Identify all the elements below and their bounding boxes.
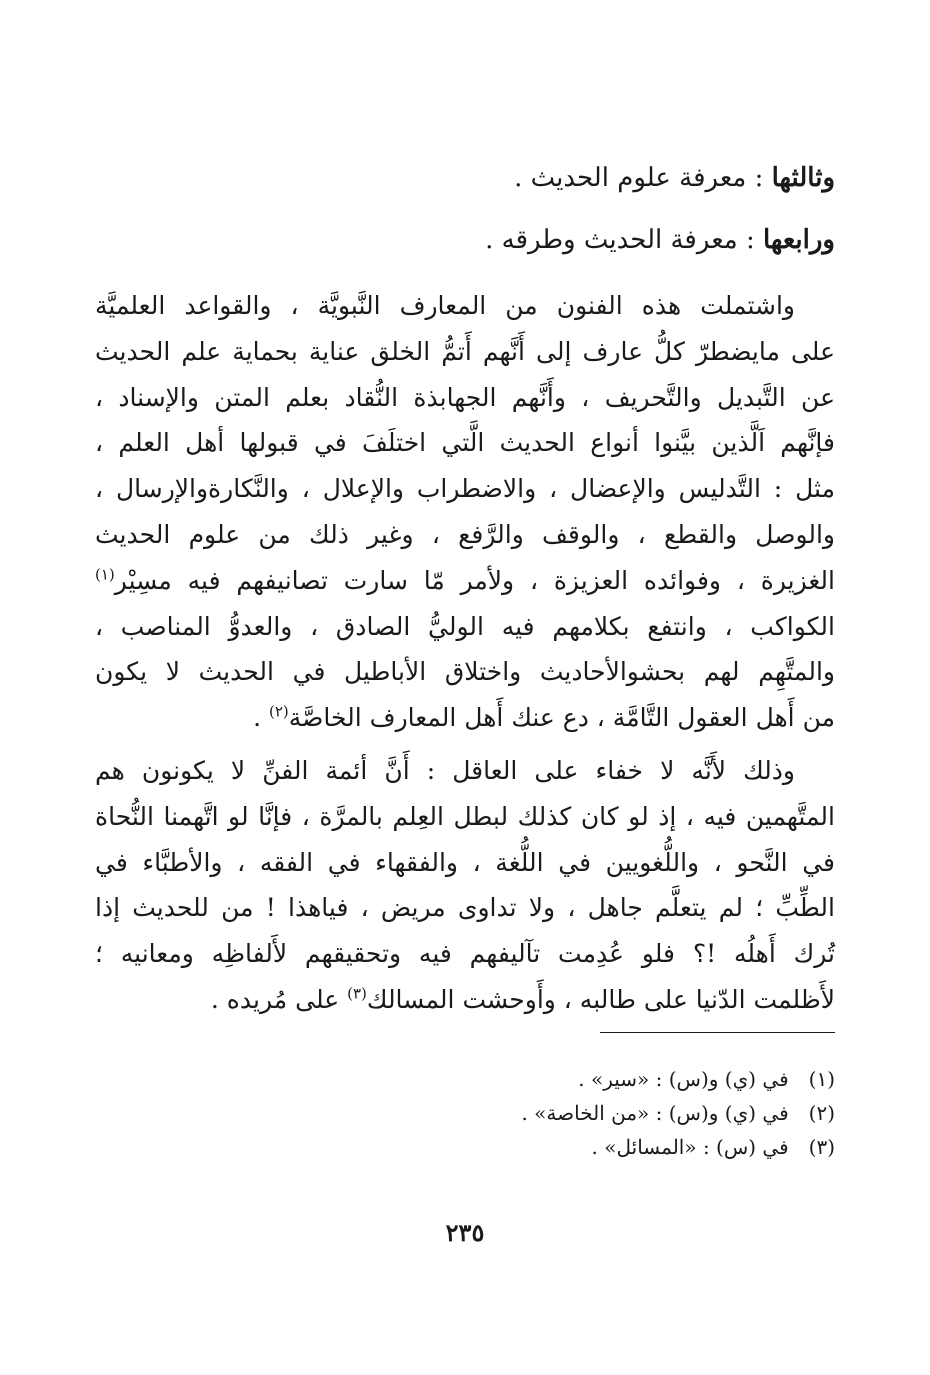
footnote-number: (١) (808, 1067, 835, 1091)
footnotes (95, 1062, 835, 1164)
footnote-number: (٢) (808, 1101, 835, 1125)
footnote-ref-2[interactable]: (٢) (269, 702, 289, 721)
paragraph-1-line: مثل : التَّدليس والإعضال ، والاضطراب والإعلال ، والنَّكارةوالإرسال ، (95, 474, 835, 504)
paragraph-1-line: والمتَّهِم لهم بحشوالأحاديث واختلاق الأباطيل في الحديث لا يكون (95, 657, 835, 687)
paragraph-1-line (95, 558, 835, 604)
footnote-ref-1[interactable]: (١) (95, 565, 115, 584)
paragraph-1-line: فإنَّهم اَلَّذين بيَّنوا أنواع الحديث الَّتي اختلَفَ في قبولها أهل العلم ، (95, 428, 835, 458)
paragraph-2-line-text: لأَظلمت الدّنيا على طالبه ، وأَوحشت المسالك (366, 984, 835, 1014)
heading-third (95, 158, 835, 198)
footnote-number: (٣) (808, 1135, 835, 1159)
paragraph-1-line (95, 695, 835, 741)
footnote-item (95, 1062, 835, 1096)
paragraph-1-line-end: . (253, 703, 269, 733)
paragraph-2-line: في النَّحو ، واللُّغويين في اللُّغة ، والفقهاء في الفقه ، والأطبَّاء في (95, 847, 835, 877)
heading-fourth (95, 220, 835, 260)
paragraph-2 (95, 748, 835, 1023)
paragraph-1-line: على مايضطرّ كلُّ عارف إلى أَنَّهم أَتمُّ الخلق عناية بحماية علم الحديث (95, 336, 835, 366)
paragraph-2-line (95, 977, 835, 1023)
paragraph-1-line-text: الغزيرة ، وفوائده العزيزة ، ولأمر مّا سارت تصانيفهم فيه مسِيْر (114, 565, 835, 595)
heading-fourth-text: : معرفة الحديث وطرقه . (485, 225, 763, 255)
page-number: ٢٣٥ (445, 1218, 485, 1247)
paragraph-1 (95, 283, 835, 741)
footnote-item (95, 1130, 835, 1164)
footnote-text: في (ي) و(س) : «من الخاصة» . (521, 1101, 789, 1125)
paragraph-1-line: واشتملت هذه الفنون من المعارف النَّبويَّة ، والقواعد العلميَّة (95, 291, 795, 320)
heading-third-text: : معرفة علوم الحديث . (514, 163, 772, 193)
paragraph-2-line-end: على مُريده . (210, 984, 348, 1014)
footnote-text: في (ي) و(س) : «سير» . (578, 1067, 789, 1091)
paragraph-1-line: والوصل والقطع ، والوقف والرَّفع ، وغير ذلك من علوم الحديث (95, 519, 835, 549)
footnote-text: في (س) : «المسائل» . (591, 1135, 789, 1159)
paragraph-1-line: عن التَّبديل والتَّحريف ، وأَنَّهم الجهابذة النُّقاد بعلم المتن والإسناد ، (95, 382, 835, 412)
footnote-ref-3[interactable]: (٣) (347, 984, 367, 1003)
paragraph-2-line: الطِّبِّ ؛ لم يتعلَّم جاهل ، ولا تداوى مريض ، فياهذا ! من للحديث إذا (95, 893, 835, 923)
footnote-divider (600, 1032, 835, 1033)
paragraph-2-line: المتَّهمين فيه ، إذ لو كان كذلك لبطل العِلم بالمرَّة ، فإنَّا لو اتَّهمنا النُّحاة (95, 801, 835, 831)
footnote-item (95, 1096, 835, 1130)
paragraph-1-line-text: من أَهل العقول التَّامَّة ، دع عنك أَهل المعارف الخاصَّة (288, 703, 835, 733)
heading-fourth-label: ورابعها (762, 225, 835, 255)
paragraph-2-line: تُرك أَهلُه !؟ فلو عُدِمت تآليفهم فيه وتحقيقهم لأَلفاظِه ومعانيه ؛ (95, 939, 835, 969)
paragraph-2-line: وذلك لأَنَّه لا خفاء على العاقل : أَنَّ أئمة الفنِّ لا يكونون هم (95, 756, 795, 785)
heading-third-label: وثالثها (771, 163, 835, 193)
paragraph-1-line: الكواكب ، وانتفع بكلامهم فيه الوليُّ الصادق ، والعدوُّ المناصب ، (95, 611, 835, 641)
